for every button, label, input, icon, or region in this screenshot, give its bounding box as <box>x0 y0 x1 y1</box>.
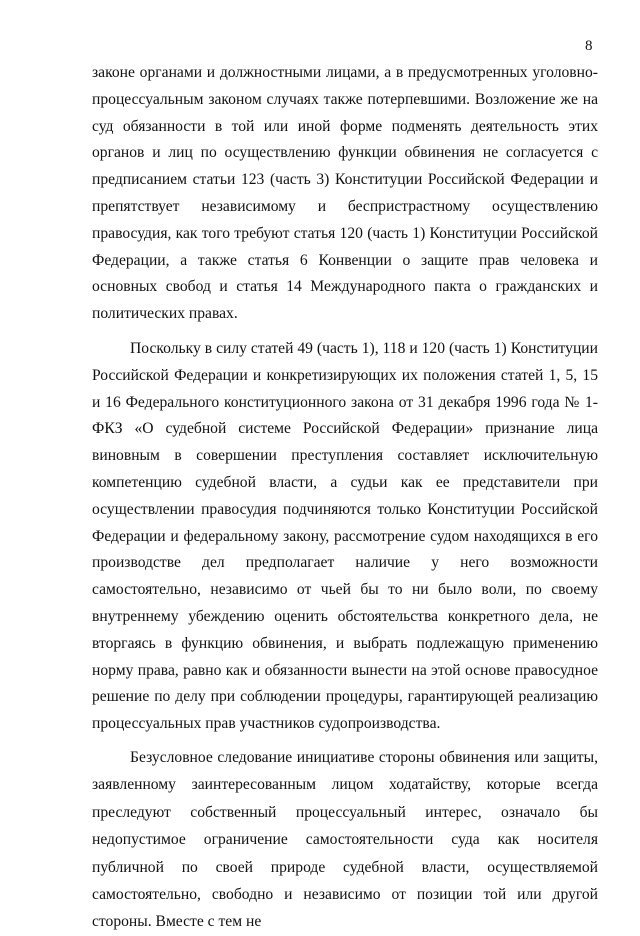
paragraph-constitutional-basis: Поскольку в силу статей 49 (часть 1), 118 и 120 (часть 1) Конституции Российской Федерации и конкретизирующих их положения статей 1, 5, 15 и 16 Федерального конституционного закона от 31 декабря 1996 года № 1-ФКЗ «О судебной системе Российской Федерации» признание лица виновным в совершении преступления составляет исключительную компетенцию судебной власти, а судьи как ее представители при осуществлении правосудия подчиняются только Конституции Российской Федерации и федеральному закону, рассмотрение судом находящихся в его производстве дел предполагает наличие у него возможности самостоятельно, независимо от чьей бы то ни было воли, по своему внутреннему убеждению оценить обстоятельства конкретного дела, не вторгаясь в функцию обвинения, и выбрать подлежащую применению норму права, равно как и обязанности вынести на этой основе правосудное решение по делу при соблюдении процедуры, гарантирующей реализацию процессуальных прав участников судопроизводства. <box>92 339 598 733</box>
page-number: 8 <box>585 38 593 54</box>
paragraph-court-independence: Безусловное следование инициативе стороны обвинения или защиты, заявленному заинтересованным лицом ходатайству, которые всегда преследуют собственный процессуальный интерес, означало бы недопустимое ограничение самостоятельности суда как носителя публичной по своей природе судебной власти, осуществляемой самостоятельно, свободно и независимо от позиции той или другой стороны. Вместе с тем не <box>92 748 598 931</box>
page-body <box>92 60 598 936</box>
paragraph-continuation: законе органами и должностными лицами, а в предусмотренных уголовно-процессуальным законом случаях также потерпевшими. Возложение же на суд обязанности в той или иной форме подменять деятельность этих органов и лиц по осуществлению функции обвинения не согласуется с предписанием статьи 123 (часть 3) Конституции Российской Федерации и препятствует независимому и беспристрастному осуществлению правосудия, как того требуют статья 120 (часть 1) Конституции Российской Федерации, а также статья 6 Конвенции о защите прав человека и основных свобод и статья 14 Международного пакта о гражданских и политических правах. <box>92 64 598 323</box>
